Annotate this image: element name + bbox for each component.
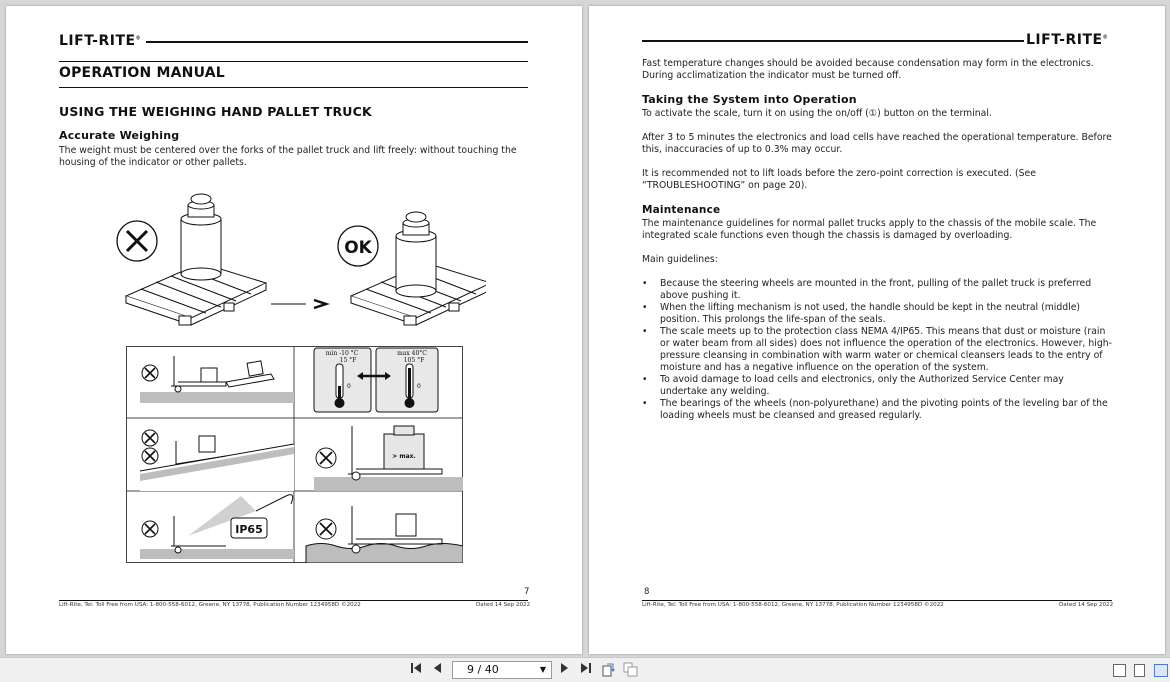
ok-label: OK	[344, 238, 372, 258]
page-number: 8	[644, 587, 650, 597]
wrong-icon	[117, 221, 157, 261]
list-item: • The scale meets up to the protection class NEMA 4/IP65. This means that dust or moisture (rain or water beam from all sides) does not influence the operation of the electronics. However, high-pressure cleansing in combination with warm water or chemical cleansers leads to the entry of moisture and has a negative influence on the operation of the system.	[642, 326, 1112, 374]
viewer-toolbar	[0, 657, 1170, 682]
page-number: 7	[524, 587, 530, 597]
body-text-line: integrated scale functions even though the chassis is damaged by overloading.	[642, 230, 1013, 241]
page-indicator: 9 / 40	[467, 663, 499, 676]
panel-temperature	[314, 348, 438, 412]
header-rule	[642, 40, 1024, 42]
section-title: USING THE WEIGHING HAND PALLET TRUCK	[59, 104, 372, 119]
page-7	[6, 6, 582, 654]
body-text-line: During acclimatization the indicator must be turned off.	[642, 70, 902, 81]
footer-date: Dated 14 Sep 2022	[476, 602, 531, 608]
header-rule	[146, 41, 528, 43]
footer-rule	[642, 600, 1112, 601]
list-item: • When the lifting mechanism is not used, the handle should be kept in the neutral (middle) position. This prolongs the life-span of the seals.	[642, 302, 1112, 326]
previous-page-icon[interactable]	[431, 662, 445, 679]
body-text-line: Fast temperature changes should be avoided because condensation may form in the electronics.	[642, 58, 1094, 69]
footer-date: Dated 14 Sep 2022	[1059, 602, 1114, 608]
arrow-icon	[271, 300, 326, 308]
body-text-line: The weight must be centered over the forks of the pallet truck and lift freely: without touching the	[59, 145, 517, 156]
last-page-icon[interactable]	[577, 662, 593, 679]
next-page-icon[interactable]	[557, 662, 571, 679]
lift-rite-logo: LIFT-RITE®	[1026, 32, 1109, 48]
ip65-label: IP65	[235, 523, 263, 536]
single-page-view-icon[interactable]	[1113, 664, 1126, 677]
max-weight-label: > max.	[392, 453, 416, 460]
page-8	[589, 6, 1165, 654]
continuous-view-icon[interactable]	[1134, 664, 1145, 677]
body-text-line: The maintenance guidelines for normal pallet trucks apply to the chassis of the mobile scale. The	[642, 218, 1097, 229]
chevron-down-icon: ▼	[539, 665, 546, 674]
max-temp-label: max 40°C	[397, 350, 427, 357]
heading-operation: Taking the System into Operation	[642, 93, 857, 106]
list-item: • The bearings of the wheels (non-polyurethane) and the pivoting points of the leveling bar of the loading wheels must be cleansed and greased regularly.	[642, 398, 1112, 422]
min-temp-label: min -10 °C	[325, 350, 359, 357]
footer-contact: Lift-Rite, Tel: Toll Free from USA: 1-800-558-6012, Greene, NY 13778, Publication Number 1234958D ©2022	[642, 602, 944, 608]
weight-right	[396, 212, 436, 297]
guidelines-list	[642, 278, 1112, 422]
body-text-line: housing of the indicator or other pallets.	[59, 157, 247, 168]
body-text-line: “TROUBLESHOOTING” on page 20).	[642, 180, 808, 191]
footer-rule	[59, 600, 528, 601]
list-item: • Because the steering wheels are mounted in the front, pulling of the pallet truck is preferred above pushing it.	[642, 278, 1112, 302]
body-text-line: this, inaccuracies of up to 0.3% may occur.	[642, 144, 843, 155]
heading-maintenance: Maintenance	[642, 204, 721, 216]
max-temp-f: 105 °F	[403, 357, 425, 364]
thumbnail-view-icon[interactable]	[622, 662, 638, 679]
main-guidelines-label: Main guidelines:	[642, 254, 718, 265]
title-bottom-rule	[59, 87, 528, 88]
subsection-title: Accurate Weighing	[59, 129, 180, 142]
usage-warnings-grid	[126, 346, 463, 563]
list-item: • To avoid damage to load cells and electronics, only the Authorized Service Center may undertake any welding.	[642, 374, 1112, 398]
min-temp-f: 15 °F	[339, 357, 357, 364]
footer-contact: Lift-Rite, Tel: Toll Free from USA: 1-800-558-6012, Greene, NY 13778, Publication Number 1234958D ©2022	[59, 602, 361, 608]
page-selector[interactable]	[452, 661, 552, 679]
weight-placement-illustration	[106, 191, 486, 336]
weight-left	[181, 194, 221, 280]
two-page-view-icon[interactable]	[1154, 664, 1168, 677]
zero-mark: 0	[417, 383, 421, 390]
body-text-line: After 3 to 5 minutes the electronics and load cells have reached the operational temperature. Before	[642, 132, 1112, 143]
manual-title: OPERATION MANUAL	[59, 65, 225, 81]
title-top-rule	[59, 61, 528, 62]
first-page-icon[interactable]	[409, 662, 425, 679]
ok-icon	[338, 226, 378, 266]
rotate-view-icon[interactable]	[600, 662, 616, 679]
zero-mark: 0	[347, 383, 351, 390]
lift-rite-logo: LIFT-RITE®	[59, 33, 142, 49]
body-text-line: It is recommended not to lift loads before the zero-point correction is executed. (See	[642, 168, 1036, 179]
body-text-line: To activate the scale, turn it on using the on/off (①) button on the terminal.	[642, 108, 992, 119]
